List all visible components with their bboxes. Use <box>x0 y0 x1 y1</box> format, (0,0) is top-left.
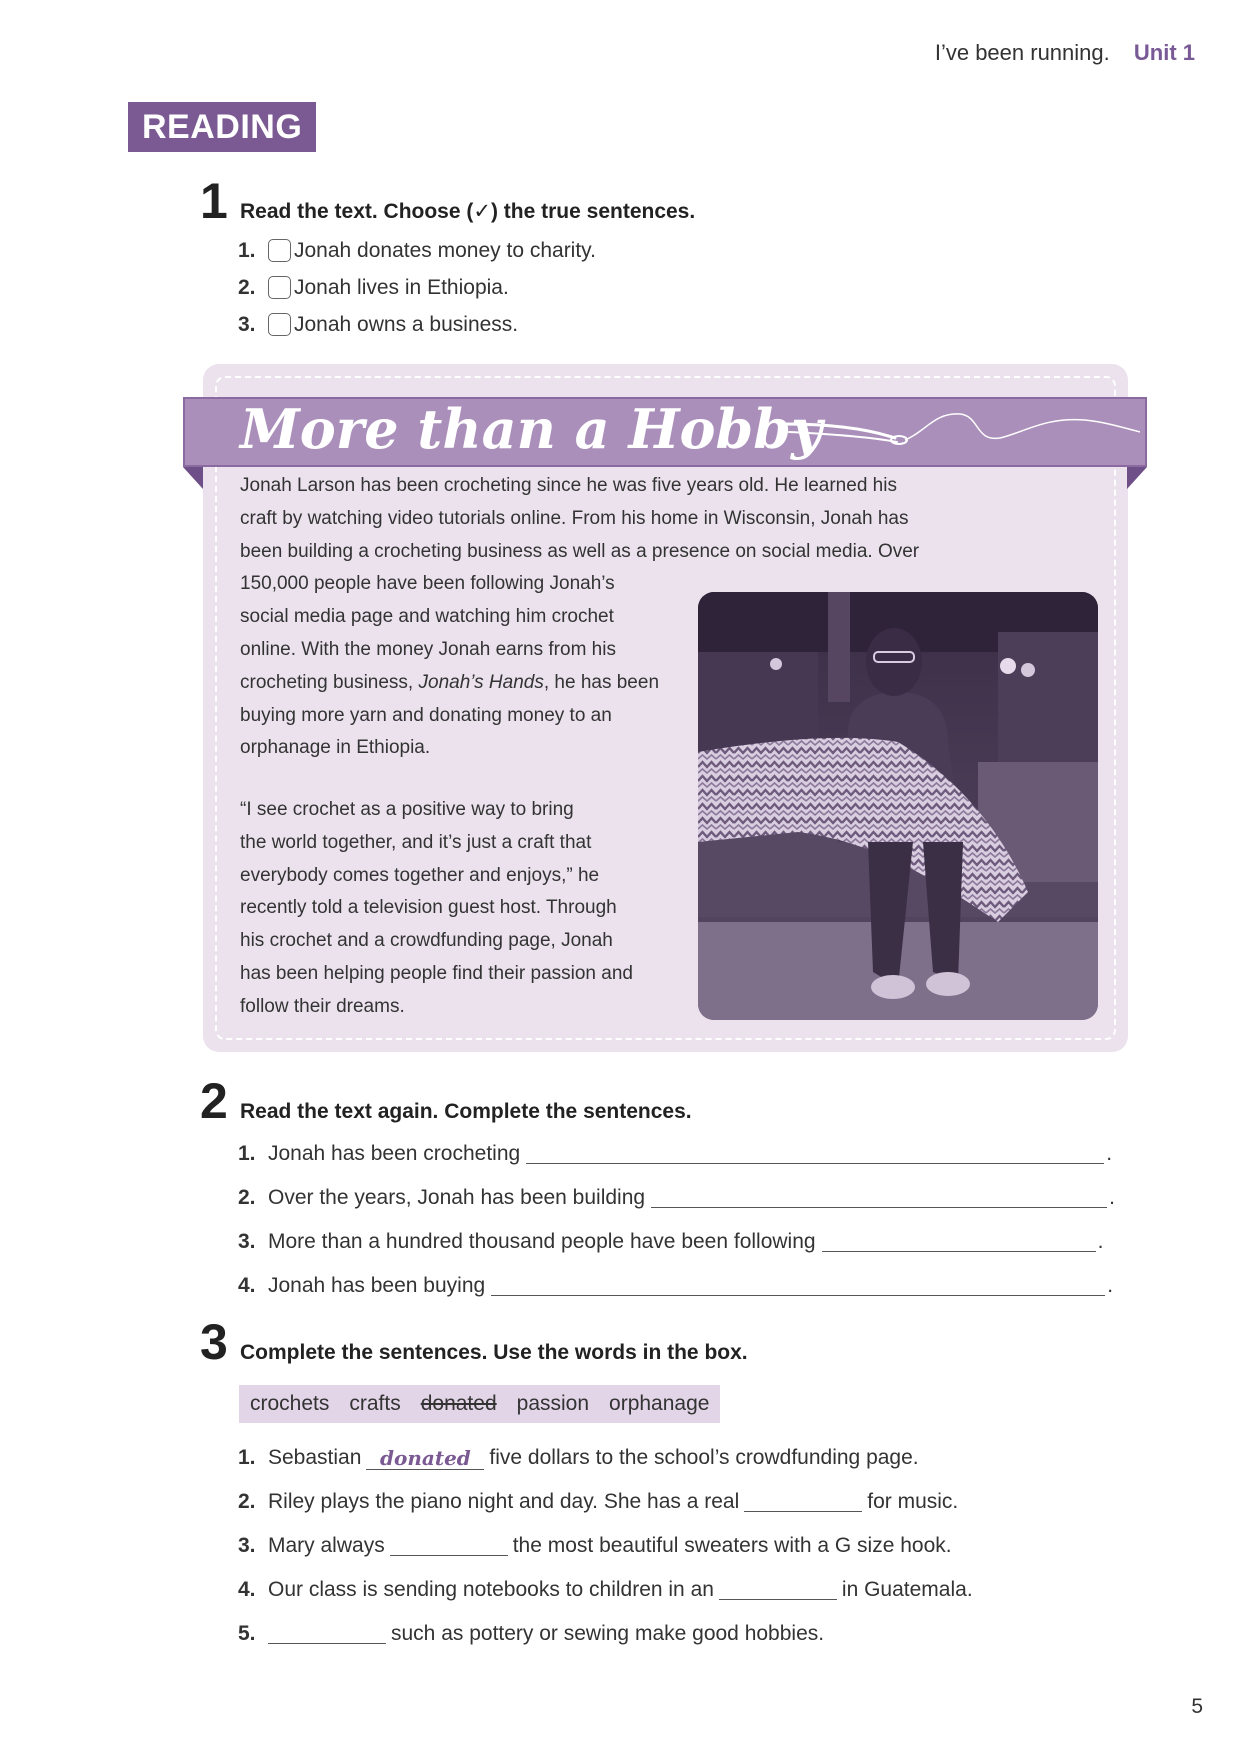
period: . <box>1106 1142 1113 1165</box>
answer-line[interactable] <box>822 1232 1096 1252</box>
checkbox[interactable] <box>268 313 291 336</box>
item-text: the most beautiful sweaters with a G size hook. <box>512 1534 952 1557</box>
period: . <box>1107 1274 1114 1297</box>
item-number: 3. <box>238 312 256 336</box>
page-number: 5 <box>1191 1695 1203 1718</box>
word: passion <box>516 1392 590 1415</box>
list-item <box>238 1132 1115 1176</box>
item-text: Jonah owns a business. <box>294 312 519 336</box>
list-item <box>238 306 596 343</box>
list-item <box>238 269 596 306</box>
text-line: 150,000 people have been following Jonah’s <box>240 573 615 595</box>
text-segment: crocheting business, <box>240 671 419 693</box>
article-photo <box>698 592 1098 1020</box>
answer-line[interactable] <box>526 1144 1104 1164</box>
exercise-number: 2 <box>200 1073 228 1129</box>
text-line: been building a crocheting business as well as a presence on social media. Over <box>240 540 920 562</box>
text-line: craft by watching video tutorials online. From his home in Wisconsin, Jonah has <box>240 507 909 529</box>
item-number: 3. <box>238 1230 256 1253</box>
banner-fold-left <box>183 467 203 489</box>
list-item <box>238 1264 1115 1308</box>
article-title: More than a Hobby <box>240 397 823 461</box>
item-number: 5. <box>238 1622 256 1645</box>
text-line: Jonah Larson has been crocheting since he was five years old. He learned his <box>240 475 897 496</box>
word-used: donated <box>420 1392 497 1415</box>
crochet-needle-icon <box>785 402 1140 462</box>
word: crochets <box>250 1392 330 1415</box>
list-item <box>238 1480 973 1524</box>
exercise-3-heading <box>200 1314 748 1370</box>
item-text: in Guatemala. <box>841 1578 973 1601</box>
checkbox[interactable] <box>268 276 291 299</box>
list-item <box>238 1220 1115 1264</box>
answer-blank[interactable] <box>390 1536 508 1556</box>
item-text: Sebastian <box>268 1446 362 1469</box>
exercise-1-list <box>238 232 596 343</box>
item-text: Riley plays the piano night and day. She has a real <box>268 1490 740 1513</box>
item-number: 2. <box>238 1490 256 1513</box>
word: orphanage <box>609 1392 710 1415</box>
unit-label: Unit 1 <box>1133 40 1195 65</box>
word-box <box>239 1385 720 1423</box>
exercise-number: 3 <box>200 1314 228 1370</box>
exercise-instruction: Complete the sentences. Use the words in the box. <box>240 1341 748 1364</box>
answer-line[interactable] <box>491 1276 1105 1296</box>
exercise-2-list <box>238 1132 1115 1308</box>
exercise-number: 1 <box>200 173 228 229</box>
boy-crocheting-image <box>698 592 1098 1020</box>
item-number: 2. <box>238 275 256 299</box>
list-item <box>238 1176 1115 1220</box>
section-label: READING <box>128 102 316 152</box>
list-item <box>238 1436 973 1480</box>
list-item <box>238 1568 973 1612</box>
text-line: the world together, and it’s just a craft that <box>240 831 592 853</box>
item-text: for music. <box>867 1490 959 1513</box>
list-item <box>238 1524 973 1568</box>
exercise-3-list <box>238 1436 973 1656</box>
checkbox[interactable] <box>268 239 291 262</box>
text-line: his crochet and a crowdfunding page, Jonah <box>240 930 613 952</box>
text-line: follow their dreams. <box>240 995 405 1017</box>
text-line: has been helping people find their passion and <box>240 962 633 984</box>
text-line: buying more yarn and donating money to an <box>240 704 612 726</box>
item-text: such as pottery or sewing make good hobbies. <box>391 1622 825 1645</box>
text-line: everybody comes together and enjoys,” he <box>240 864 600 886</box>
period: . <box>1109 1186 1115 1209</box>
item-text: More than a hundred thousand people have been following <box>268 1230 816 1253</box>
word: crafts <box>349 1392 401 1415</box>
item-text: Jonah has been buying <box>268 1274 486 1297</box>
item-number: 4. <box>238 1578 256 1601</box>
list-item <box>238 232 596 269</box>
text-line: social media page and watching him crochet <box>240 606 614 628</box>
banner-fold-right <box>1127 467 1147 489</box>
text-line: “I see crochet as a positive way to bring <box>240 799 574 820</box>
exercise-1-heading <box>200 173 696 229</box>
text-line: orphanage in Ethiopia. <box>240 737 431 759</box>
item-number: 1. <box>238 1142 256 1165</box>
answer-blank[interactable] <box>268 1624 386 1644</box>
item-number: 3. <box>238 1534 256 1557</box>
example-answer: donated <box>366 1447 484 1470</box>
list-item <box>238 1612 973 1656</box>
exercise-instruction: Read the text again. Complete the sentences. <box>240 1100 692 1123</box>
item-text: Over the years, Jonah has been building <box>268 1186 646 1209</box>
item-text: five dollars to the school’s crowdfunding page. <box>489 1446 919 1469</box>
answer-line[interactable] <box>651 1188 1107 1208</box>
period: . <box>1097 1230 1104 1253</box>
item-number: 2. <box>238 1186 256 1209</box>
text-segment: , he has been <box>543 671 660 693</box>
running-header <box>935 40 1195 66</box>
exercise-2-heading <box>200 1073 692 1129</box>
business-name: Jonah’s Hands <box>418 671 544 693</box>
answer-blank[interactable] <box>719 1580 837 1600</box>
article-quote <box>240 794 680 1024</box>
text-line: recently told a television guest host. Through <box>240 897 617 919</box>
item-text: Our class is sending notebooks to children in an <box>268 1578 714 1601</box>
item-number: 1. <box>238 1446 256 1469</box>
header-title: I’ve been running. <box>934 40 1110 65</box>
item-text: Mary always <box>268 1534 385 1557</box>
exercise-instruction: Read the text. Choose (✓) the true sentences. <box>240 200 696 223</box>
item-text: Jonah lives in Ethiopia. <box>294 275 509 299</box>
text-line: online. With the money Jonah earns from his <box>240 638 616 660</box>
item-number: 4. <box>238 1274 256 1297</box>
item-text: Jonah donates money to charity. <box>294 238 596 262</box>
answer-blank[interactable] <box>744 1492 862 1512</box>
item-number: 1. <box>238 238 256 262</box>
item-text: Jonah has been crocheting <box>268 1142 521 1165</box>
